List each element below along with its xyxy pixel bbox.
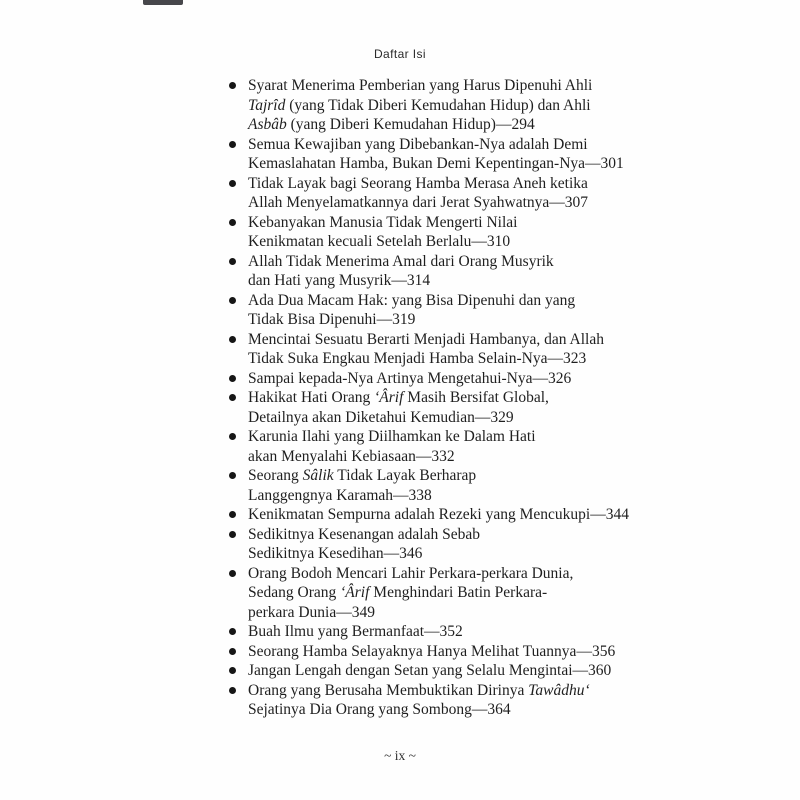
toc-line — [248, 388, 549, 408]
toc-item-text — [248, 525, 480, 564]
bullet-icon — [229, 394, 236, 401]
toc-item-text — [248, 213, 517, 252]
text-run: Menghindari Batin Perkara- — [369, 584, 548, 601]
text-run: Sampai kepada-Nya Artinya Mengetahui-Nya — [248, 369, 533, 387]
page-header: Daftar Isi — [373, 47, 426, 61]
toc-line — [248, 700, 590, 720]
italic-term: Asbâb — [248, 116, 287, 133]
text-run: Kenikmatan Sempurna adalah Rezeki yang Mencukupi — [248, 506, 591, 523]
text-run: Kebanyakan Manusia Tidak Mengerti Nilai — [248, 213, 518, 231]
page-ref: —364 — [471, 701, 511, 718]
toc-line — [248, 408, 549, 428]
toc-item-text — [248, 466, 476, 505]
toc-line — [248, 369, 571, 389]
italic-term: ‘Ârif — [374, 389, 404, 406]
bullet-icon — [229, 511, 236, 518]
bullet-icon — [229, 82, 236, 89]
toc-item-text — [248, 661, 611, 681]
toc-line — [248, 349, 604, 369]
toc-item-text — [248, 681, 590, 720]
italic-term: Tajrîd — [248, 96, 286, 114]
toc-item — [229, 291, 629, 330]
bullet-icon — [229, 687, 236, 694]
text-run: Buah Ilmu yang Bermanfaat — [248, 623, 425, 640]
toc-item-text — [248, 622, 463, 642]
page-ref: —352 — [424, 623, 463, 640]
page-ref: —360 — [572, 662, 612, 679]
italic-term: Sâlik — [302, 467, 334, 484]
page-ref: —349 — [336, 603, 375, 621]
text-run: dan Hati yang Musyrik — [248, 272, 392, 289]
toc-item — [229, 642, 629, 662]
text-run: Tidak Layak Berharap — [333, 467, 477, 484]
text-run: (yang Tidak Diberi Kemudahan Hidup) dan Ahli — [285, 96, 591, 114]
bullet-icon — [229, 570, 236, 577]
text-run: Ada Dua Macam Hak: yang Bisa Dipenuhi dan yang — [248, 291, 576, 309]
toc-line — [248, 427, 536, 447]
page-ref: —329 — [474, 408, 514, 426]
page-ref: —346 — [383, 545, 423, 562]
bullet-icon — [229, 141, 236, 148]
bullet-icon — [229, 648, 236, 655]
toc-line — [248, 447, 536, 467]
bullet-icon — [229, 297, 236, 304]
text-run: Semua Kewajiban yang Dibebankan-Nya adalah Demi — [248, 135, 588, 153]
bullet-icon — [229, 180, 236, 187]
toc-item — [229, 427, 629, 466]
bullet-icon — [229, 375, 236, 382]
italic-term: Tawâdhu‘ — [528, 681, 590, 699]
text-run: Tidak Suka Engkau Menjadi Hamba Selain-Nya — [248, 350, 548, 367]
toc-item-text — [248, 564, 573, 623]
toc-line — [248, 76, 592, 96]
page-ref: —307 — [549, 194, 589, 211]
italic-term: ‘Ârif — [340, 584, 370, 601]
bullet-icon — [229, 531, 236, 538]
toc-item-text — [248, 76, 592, 135]
toc-item — [229, 388, 629, 427]
toc-item-text — [248, 369, 571, 389]
toc-item — [229, 564, 629, 623]
text-run: Sedikitnya Kesenangan adalah Sebab — [248, 525, 480, 543]
scan-artifact — [143, 0, 183, 5]
toc-item — [229, 661, 629, 681]
toc-line — [248, 661, 611, 681]
toc-line — [248, 291, 575, 311]
toc-item-text — [248, 505, 629, 525]
text-run: Tidak Layak bagi Seorang Hamba Merasa Aneh ketika — [248, 174, 588, 192]
text-run: Seorang — [248, 467, 303, 484]
toc-item — [229, 681, 629, 720]
toc-line — [248, 135, 624, 155]
text-run: Allah Menyelamatkannya dari Jerat Syahwatnya — [248, 194, 550, 211]
toc-line — [248, 96, 592, 116]
page-ref: —356 — [576, 642, 616, 660]
bullet-icon — [229, 258, 236, 265]
page-ref: —294 — [495, 116, 535, 133]
toc-item — [229, 466, 629, 505]
toc-item-text — [248, 174, 588, 213]
toc-list — [229, 76, 629, 720]
text-run: Sedang Orang — [248, 584, 341, 601]
toc-line — [248, 115, 592, 135]
text-run: Detailnya akan Diketahui Kemudian — [248, 408, 475, 426]
page-ref: —332 — [415, 447, 455, 465]
toc-item — [229, 622, 629, 642]
toc-item-text — [248, 135, 624, 174]
page-ref: —344 — [590, 506, 629, 523]
toc-item — [229, 135, 629, 174]
bullet-icon — [229, 336, 236, 343]
text-run: akan Menyalahi Kebiasaan — [248, 447, 416, 465]
text-run: Kemaslahatan Hamba, Bukan Demi Kepentingan-Nya — [248, 155, 586, 172]
bullet-icon — [229, 472, 236, 479]
bullet-icon — [229, 667, 236, 674]
text-run: perkara Dunia — [248, 603, 337, 621]
page-ref: —319 — [376, 311, 416, 328]
toc-item — [229, 525, 629, 564]
toc-item-text — [248, 252, 554, 291]
toc-item — [229, 369, 629, 389]
toc-item — [229, 76, 629, 135]
toc-line — [248, 213, 517, 233]
toc-item — [229, 213, 629, 252]
toc-item — [229, 505, 629, 525]
bullet-icon — [229, 628, 236, 635]
toc-line — [248, 154, 624, 174]
toc-line — [248, 583, 573, 603]
toc-item — [229, 252, 629, 291]
text-run: Sejatinya Dia Orang yang Sombong — [248, 701, 472, 718]
toc-line — [248, 271, 554, 291]
toc-line — [248, 525, 480, 545]
text-run: Karunia Ilahi yang Diilhamkan ke Dalam Hati — [248, 428, 536, 445]
text-run: Kenikmatan kecuali Setelah Berlalu — [248, 233, 472, 250]
text-run: Allah Tidak Menerima Amal dari Orang Musyrik — [248, 252, 554, 270]
text-run: Seorang Hamba Selayaknya Hanya Melihat Tuannya — [248, 642, 577, 660]
text-run: Orang yang Berusaha Membuktikan Dirinya — [248, 681, 529, 699]
toc-item-text — [248, 642, 615, 662]
toc-line — [248, 564, 573, 584]
toc-line — [248, 681, 590, 701]
bullet-icon — [229, 433, 236, 440]
page-ref: —338 — [393, 486, 432, 504]
page-ref: —314 — [391, 272, 431, 289]
text-run: Masih Bersifat Global, — [403, 389, 549, 406]
text-run: Mencintai Sesuatu Berarti Menjadi Hambanya, dan Allah — [248, 330, 604, 348]
text-run: Jangan Lengah dengan Setan yang Selalu Mengintai — [248, 662, 573, 679]
page-ref: —301 — [585, 155, 624, 172]
toc-item — [229, 174, 629, 213]
toc-item — [229, 330, 629, 369]
toc-line — [248, 622, 463, 642]
toc-line — [248, 642, 615, 662]
toc-item-text — [248, 330, 604, 369]
toc-line — [248, 544, 480, 564]
toc-line — [248, 310, 575, 330]
toc-line — [248, 505, 629, 525]
text-run: Sedikitnya Kesedihan — [248, 545, 384, 562]
toc-line — [248, 330, 604, 350]
text-run: (yang Diberi Kemudahan Hidup) — [286, 116, 496, 133]
text-run: Hakikat Hati Orang — [248, 389, 375, 406]
toc-line — [248, 486, 476, 506]
page-ref: —323 — [547, 350, 587, 367]
toc-item-text — [248, 291, 575, 330]
toc-item-text — [248, 388, 549, 427]
toc-line — [248, 603, 573, 623]
page-number: ~ ix ~ — [384, 748, 416, 763]
text-run: Langgengnya Karamah — [248, 486, 394, 504]
page-ref: —310 — [471, 233, 511, 250]
bullet-icon — [229, 219, 236, 226]
text-run: Orang Bodoh Mencari Lahir Perkara-perkara Dunia, — [248, 564, 574, 582]
toc-line — [248, 466, 476, 486]
toc-line — [248, 174, 588, 194]
toc-line — [248, 193, 588, 213]
text-run: Tidak Bisa Dipenuhi — [248, 311, 377, 328]
toc-item-text — [248, 427, 536, 466]
toc-line — [248, 252, 554, 272]
toc-line — [248, 232, 517, 252]
text-run: Syarat Menerima Pemberian yang Harus Dipenuhi Ahli — [248, 77, 593, 94]
page-ref: —326 — [532, 369, 572, 387]
